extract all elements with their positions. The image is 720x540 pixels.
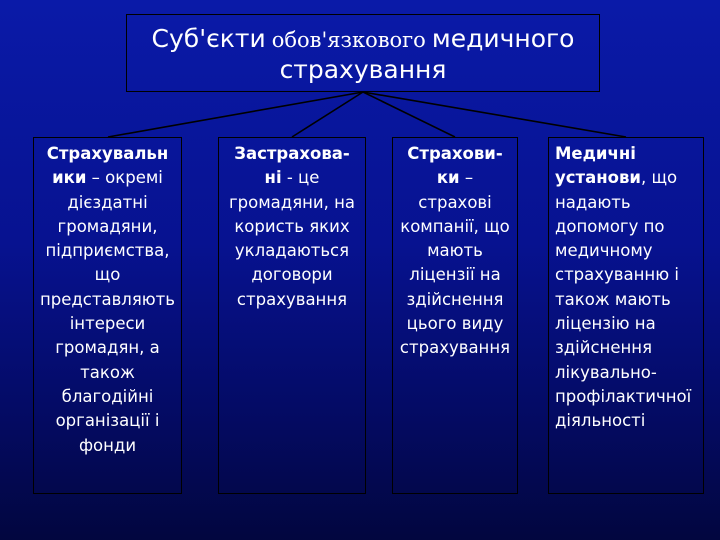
heading-rest: – окремі bbox=[86, 168, 163, 188]
line: мають bbox=[427, 241, 483, 261]
line: громадян, а bbox=[55, 338, 160, 358]
heading-part-1: Страхови- bbox=[407, 144, 503, 163]
heading-part-2: установи bbox=[555, 168, 641, 188]
line: цього виду bbox=[406, 314, 504, 334]
heading-part-2: ики bbox=[52, 168, 87, 188]
line: ліцензію на bbox=[555, 314, 656, 334]
line: інтереси bbox=[69, 314, 146, 334]
line: страхові bbox=[418, 192, 492, 212]
title-part-mandatory: обов'язкового bbox=[271, 28, 426, 52]
title-line-1 bbox=[127, 23, 599, 56]
line: також мають bbox=[555, 289, 671, 309]
line: громадяни, bbox=[57, 216, 158, 236]
line: страхуванню і bbox=[555, 265, 679, 285]
heading-rest: – bbox=[459, 168, 474, 188]
line: благодійні bbox=[61, 386, 154, 406]
line: страхування bbox=[236, 289, 348, 309]
box-medical-institutions bbox=[548, 137, 704, 494]
box-policyholders-heading bbox=[34, 142, 181, 166]
line: дієздатні bbox=[67, 192, 148, 212]
line: медичному bbox=[555, 241, 653, 261]
line: користь яких bbox=[234, 216, 350, 236]
connector-line-3 bbox=[363, 92, 455, 137]
line: надають bbox=[555, 192, 631, 212]
heading-rest: , що bbox=[640, 168, 678, 188]
line: підприємства, bbox=[45, 241, 170, 261]
heading-part-1: Застрахова- bbox=[234, 144, 350, 163]
line: фонди bbox=[78, 435, 137, 455]
line: організації і bbox=[55, 411, 160, 431]
line: страхування bbox=[399, 338, 511, 358]
line: здійснення bbox=[406, 289, 504, 309]
heading-part-2: ні bbox=[264, 168, 282, 188]
line: також bbox=[80, 362, 135, 382]
box-insurers-heading bbox=[393, 142, 517, 166]
line: представляють bbox=[39, 289, 176, 309]
line: компанії, що bbox=[400, 216, 510, 236]
line: що bbox=[94, 265, 121, 285]
title-part-subjects: Суб'єкти bbox=[151, 24, 266, 53]
title-part-medical: медичного bbox=[431, 24, 575, 53]
heading-rest: - це bbox=[281, 168, 320, 188]
heading-line-2 bbox=[34, 166, 181, 190]
connector-line-1 bbox=[108, 92, 363, 137]
box-medical-institutions-heading bbox=[555, 142, 703, 166]
connector-line-4 bbox=[363, 92, 626, 137]
heading-part-1: Медичні bbox=[555, 144, 636, 163]
title-line-2: страхування bbox=[279, 55, 447, 84]
heading-line-2 bbox=[555, 166, 703, 190]
box-insured bbox=[218, 137, 366, 494]
line: діяльності bbox=[555, 411, 646, 431]
title-box bbox=[126, 14, 600, 92]
box-insurers bbox=[392, 137, 518, 494]
line: здійснення bbox=[555, 338, 653, 358]
line: профілактичної bbox=[555, 386, 692, 406]
heading-part-2: ки bbox=[436, 168, 460, 188]
box-insured-heading bbox=[219, 142, 365, 166]
heading-line-2 bbox=[393, 166, 517, 190]
heading-part-1: Страхувальн bbox=[46, 144, 169, 163]
line: лікувально- bbox=[555, 362, 657, 382]
line: договори bbox=[251, 265, 333, 285]
line: укладаються bbox=[234, 241, 350, 261]
heading-line-2 bbox=[219, 166, 365, 190]
box-policyholders bbox=[33, 137, 182, 494]
line: ліцензії на bbox=[409, 265, 501, 285]
line: допомогу по bbox=[555, 216, 665, 236]
line: громадяни, на bbox=[228, 192, 356, 212]
